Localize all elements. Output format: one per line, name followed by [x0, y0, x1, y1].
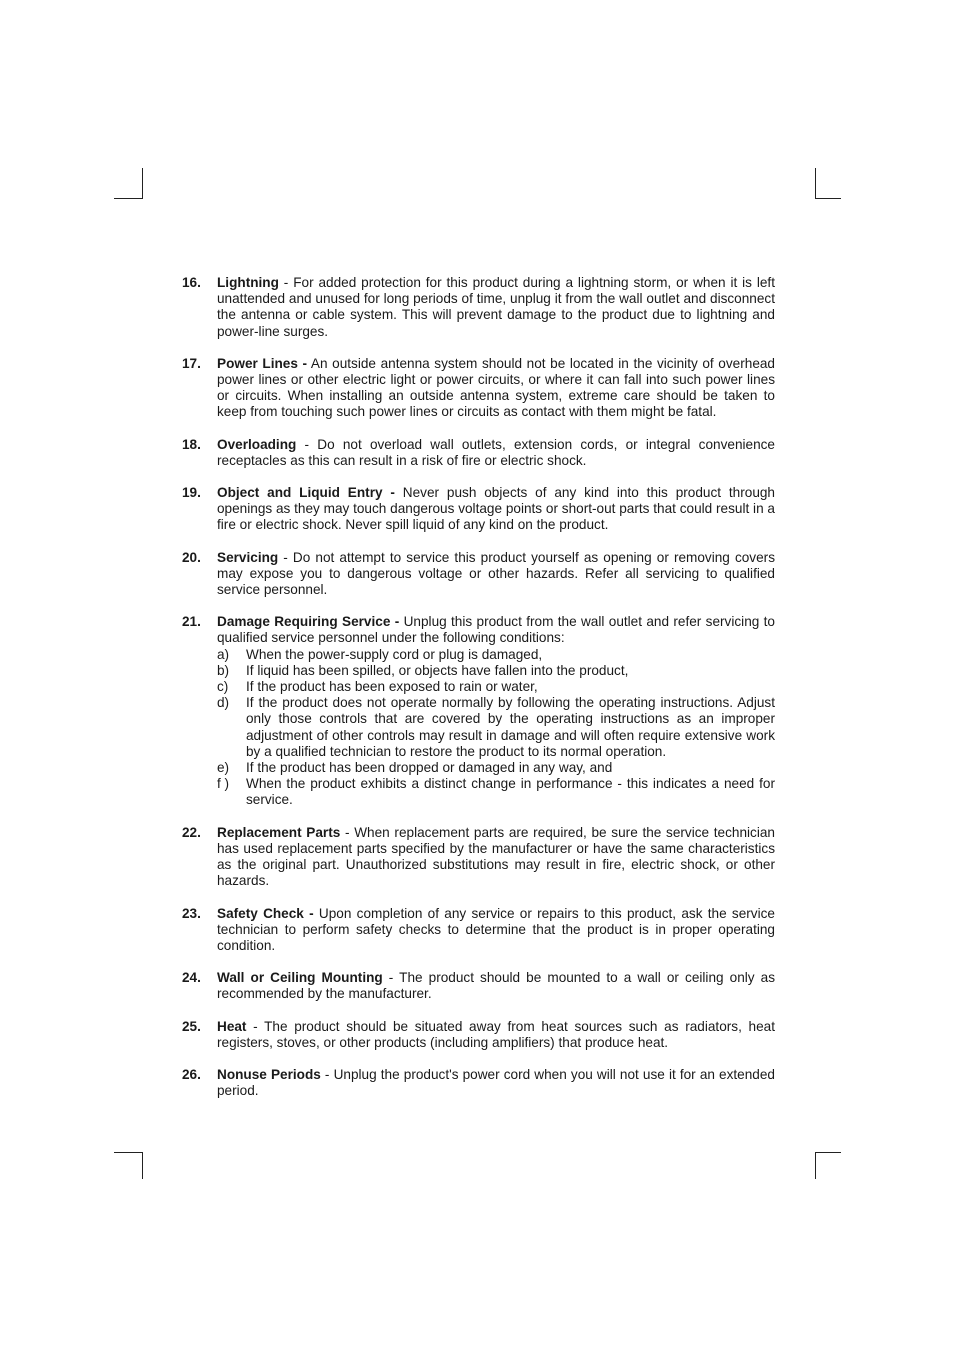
instruction-21	[182, 614, 775, 808]
condition-letter: e)	[217, 760, 230, 776]
crop-mark-top-right-horizontal	[815, 198, 841, 199]
item-title: Heat	[217, 1018, 247, 1034]
condition-f	[217, 776, 775, 808]
item-title: Damage Requiring Service -	[217, 614, 400, 630]
instruction-22	[182, 825, 775, 890]
crop-mark-bottom-left-horizontal	[114, 1152, 143, 1153]
item-text: - Do not overload wall outlets, extension cords, or integral convenience receptacles as this can result in a risk of fire or electric shock.	[217, 436, 775, 468]
item-text: An outside antenna system should not be located in the vicinity of overhead power lines or other electric light or power circuits, or where it can fall into such power lines or circuits. When installing an outside antenna system, extreme care should be taken to keep from touching such power lines or circuits as contact with them might be fatal.	[217, 355, 775, 420]
instruction-16	[182, 275, 775, 340]
item-text: - The product should be mounted to a wall or ceiling only as recommended by the manufacturer.	[217, 970, 775, 1002]
item-title: Servicing	[217, 549, 279, 565]
item-title: Replacement Parts	[217, 824, 341, 840]
condition-c	[217, 679, 775, 695]
condition-text: If liquid has been spilled, or objects have fallen into the product,	[246, 662, 629, 678]
condition-e	[217, 760, 775, 776]
item-title: Safety Check -	[217, 905, 314, 921]
condition-letter: f )	[217, 776, 230, 792]
condition-letter: c)	[217, 679, 229, 695]
crop-mark-top-right-vertical	[815, 168, 816, 199]
item-number: 21.	[182, 614, 201, 630]
instruction-19	[182, 485, 775, 534]
item-title: Power Lines -	[217, 355, 308, 371]
condition-b	[217, 663, 775, 679]
instruction-23	[182, 906, 775, 955]
condition-text: When the product exhibits a distinct change in performance - this indicates a need for service.	[246, 776, 775, 808]
item-number: 25.	[182, 1018, 201, 1034]
crop-mark-top-left-vertical	[142, 168, 143, 199]
condition-text: When the power-supply cord or plug is damaged,	[246, 646, 543, 662]
item-text: - For added protection for this product during a lightning storm, or when it is left unattended and unused for long periods of time, unplug it from the wall outlet and disconnect the antenna or cable system. This will prevent damage to the product due to lightning and power-line surges.	[217, 275, 775, 339]
item-number: 26.	[182, 1066, 201, 1082]
condition-a	[217, 647, 775, 663]
item-text: Upon completion of any service or repairs to this product, ask the service technician to perform safety checks to determine that the product is in proper operating condition.	[217, 905, 775, 953]
instruction-25	[182, 1019, 775, 1051]
item-text: - The product should be situated away from heat sources such as radiators, heat registers, stoves, or other products (including amplifiers) that produce heat.	[217, 1018, 775, 1050]
condition-d	[217, 695, 775, 760]
crop-mark-bottom-right-horizontal	[815, 1152, 841, 1153]
item-text: - Unplug the product's power cord when you will not use it for an extended period.	[217, 1066, 775, 1099]
instruction-18	[182, 437, 775, 469]
item-number: 20.	[182, 549, 201, 565]
condition-letter: a)	[217, 646, 230, 662]
instruction-17	[182, 356, 775, 421]
item-title: Nonuse Periods	[217, 1066, 321, 1082]
condition-text: If the product does not operate normally by following the operating instructions. Adjust only those controls that are covered by the operating instructions as an improper adjustment of other controls may result in damage and will often require extensive work by a qualified technician to restore the product to its normal operation.	[246, 695, 775, 759]
instruction-26	[182, 1067, 775, 1099]
item-number: 18.	[182, 436, 201, 452]
item-text: Unplug this product from the wall outlet and refer servicing to qualified service personnel under the following conditions:	[217, 614, 775, 646]
item-number: 22.	[182, 824, 201, 840]
crop-mark-top-left-horizontal	[114, 198, 143, 199]
condition-text: If the product has been exposed to rain or water,	[246, 679, 538, 695]
item-text: - Do not attempt to service this product yourself as opening or removing covers may expose you to dangerous voltage or other hazards. Refer all servicing to qualified service personnel.	[217, 549, 775, 598]
safety-instructions-list	[182, 275, 775, 1115]
item-text: - When replacement parts are required, be sure the service technician has used replacement parts specified by the manufacturer or have the same characteristics as the original part. Unauthorized substitutions may result in fire, electric shock, or other hazards.	[217, 824, 775, 889]
item-number: 16.	[182, 275, 201, 290]
item-title: Overloading	[217, 436, 297, 452]
crop-mark-bottom-right-vertical	[815, 1152, 816, 1179]
item-number: 23.	[182, 905, 201, 921]
item-number: 17.	[182, 355, 201, 371]
item-title: Lightning	[217, 275, 279, 290]
instruction-24	[182, 970, 775, 1002]
condition-text: If the product has been dropped or damaged in any way, and	[246, 760, 613, 776]
item-number: 19.	[182, 485, 201, 501]
item-title: Wall or Ceiling Mounting	[217, 970, 383, 986]
item-number: 24.	[182, 970, 201, 986]
condition-letter: b)	[217, 662, 230, 678]
instruction-20	[182, 550, 775, 599]
item-text: Never push objects of any kind into this product through openings as they may touch dangerous voltage points or short-out parts that could result in a fire or electric shock. Never spill liquid of any kind on the product.	[217, 485, 775, 533]
crop-mark-bottom-left-vertical	[142, 1152, 143, 1179]
item-title: Object and Liquid Entry -	[217, 485, 395, 501]
condition-letter: d)	[217, 695, 230, 711]
